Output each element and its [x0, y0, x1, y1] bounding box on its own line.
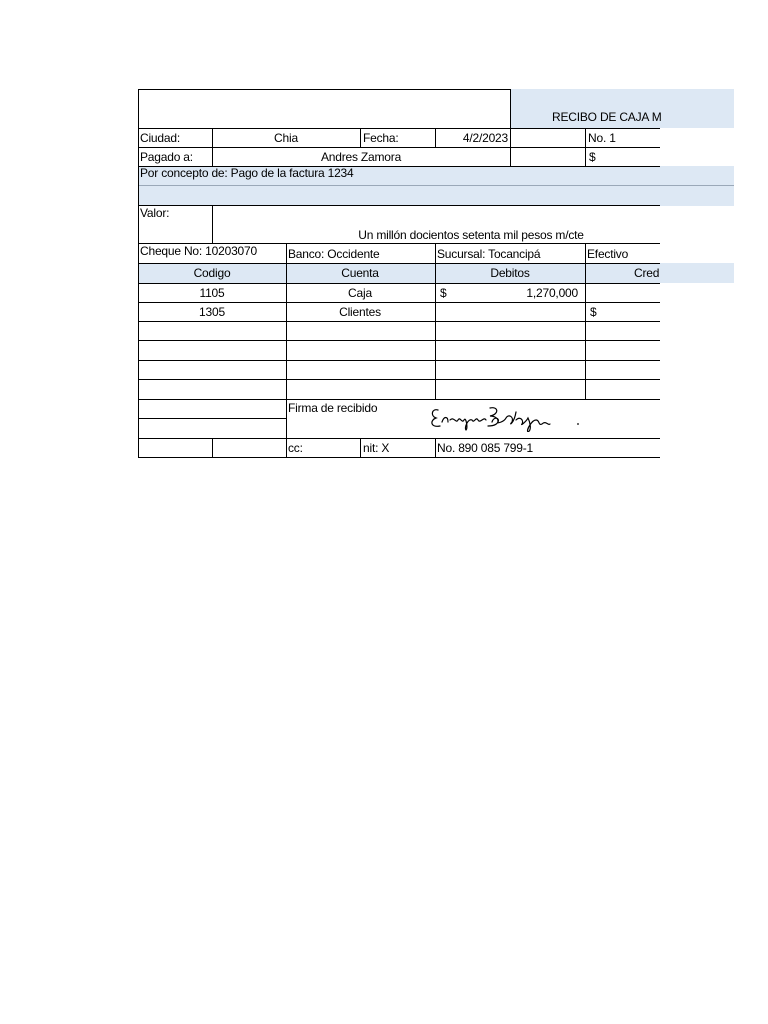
- cheque-number: Cheque No: 10203070: [140, 244, 257, 258]
- row2-code: 1305: [199, 305, 225, 319]
- grid-line: [138, 379, 660, 380]
- bank-name: Banco: Occidente: [288, 247, 380, 261]
- grid-line: [138, 89, 139, 458]
- grid-line: [138, 128, 660, 129]
- row1-code: 1105: [199, 286, 225, 300]
- paid-to-label: Pagado a:: [140, 150, 193, 164]
- grid-line: [138, 302, 660, 303]
- value-in-words: Un millón docientos setenta mil pesos m/cte: [358, 228, 584, 242]
- grid-line: [138, 418, 286, 419]
- grid-line: [138, 147, 660, 148]
- value-label: Valor:: [140, 206, 170, 220]
- nit-number: No. 890 085 799-1: [437, 441, 534, 455]
- grid-line: [360, 128, 361, 147]
- grid-line: [585, 243, 586, 399]
- row1-debit-symbol: $: [440, 286, 447, 300]
- signature-label: Firma de recibido: [288, 401, 378, 415]
- grid-line: [138, 283, 660, 284]
- grid-line: [138, 399, 660, 400]
- receipt-number: No. 1: [588, 131, 616, 145]
- receipt-title: RECIBO DE CAJA M: [552, 110, 662, 124]
- paid-to-value: Andres Zamora: [320, 150, 402, 164]
- grid-line: [138, 89, 510, 90]
- header-cuenta: Cuenta: [341, 266, 379, 280]
- cash-label: Efectivo: [587, 247, 629, 261]
- nit-label: nit: X: [363, 441, 390, 455]
- grid-line: [138, 438, 660, 439]
- grid-line: [138, 360, 660, 361]
- city-label: Ciudad:: [140, 131, 180, 145]
- grid-line: [360, 438, 361, 457]
- grid-line: [138, 263, 660, 264]
- row2-credit-symbol: $: [590, 305, 597, 319]
- date-value: 4/2/2023: [462, 131, 508, 145]
- grid-line: [435, 438, 436, 457]
- header-codigo: Codigo: [193, 266, 231, 280]
- grid-line: [138, 340, 660, 341]
- concept-text: Por concepto de: Pago de la factura 1234: [140, 166, 354, 180]
- signature-image: [428, 402, 588, 432]
- date-label: Fecha:: [363, 131, 399, 145]
- grid-line: [435, 128, 436, 147]
- grid-line: [212, 438, 213, 457]
- grid-line: [212, 128, 213, 166]
- cc-label: cc:: [288, 441, 303, 455]
- header-creditos: Cred: [634, 266, 660, 280]
- row1-debit-value: 1,270,000: [526, 286, 578, 300]
- grid-line: [138, 457, 660, 458]
- amount-currency: $: [589, 150, 596, 164]
- grid-line: [138, 185, 734, 186]
- row1-account: Caja: [348, 286, 372, 300]
- grid-line: [510, 89, 511, 166]
- grid-line: [212, 205, 213, 243]
- header-debitos: Debitos: [490, 266, 530, 280]
- branch-name: Sucursal: Tocancipá: [437, 247, 541, 261]
- grid-line: [138, 321, 660, 322]
- grid-line: [585, 128, 586, 166]
- grid-line: [286, 243, 287, 457]
- grid-line: [435, 243, 436, 399]
- city-value: Chia: [274, 131, 298, 145]
- row2-account: Clientes: [339, 305, 381, 319]
- grid-line: [138, 205, 660, 206]
